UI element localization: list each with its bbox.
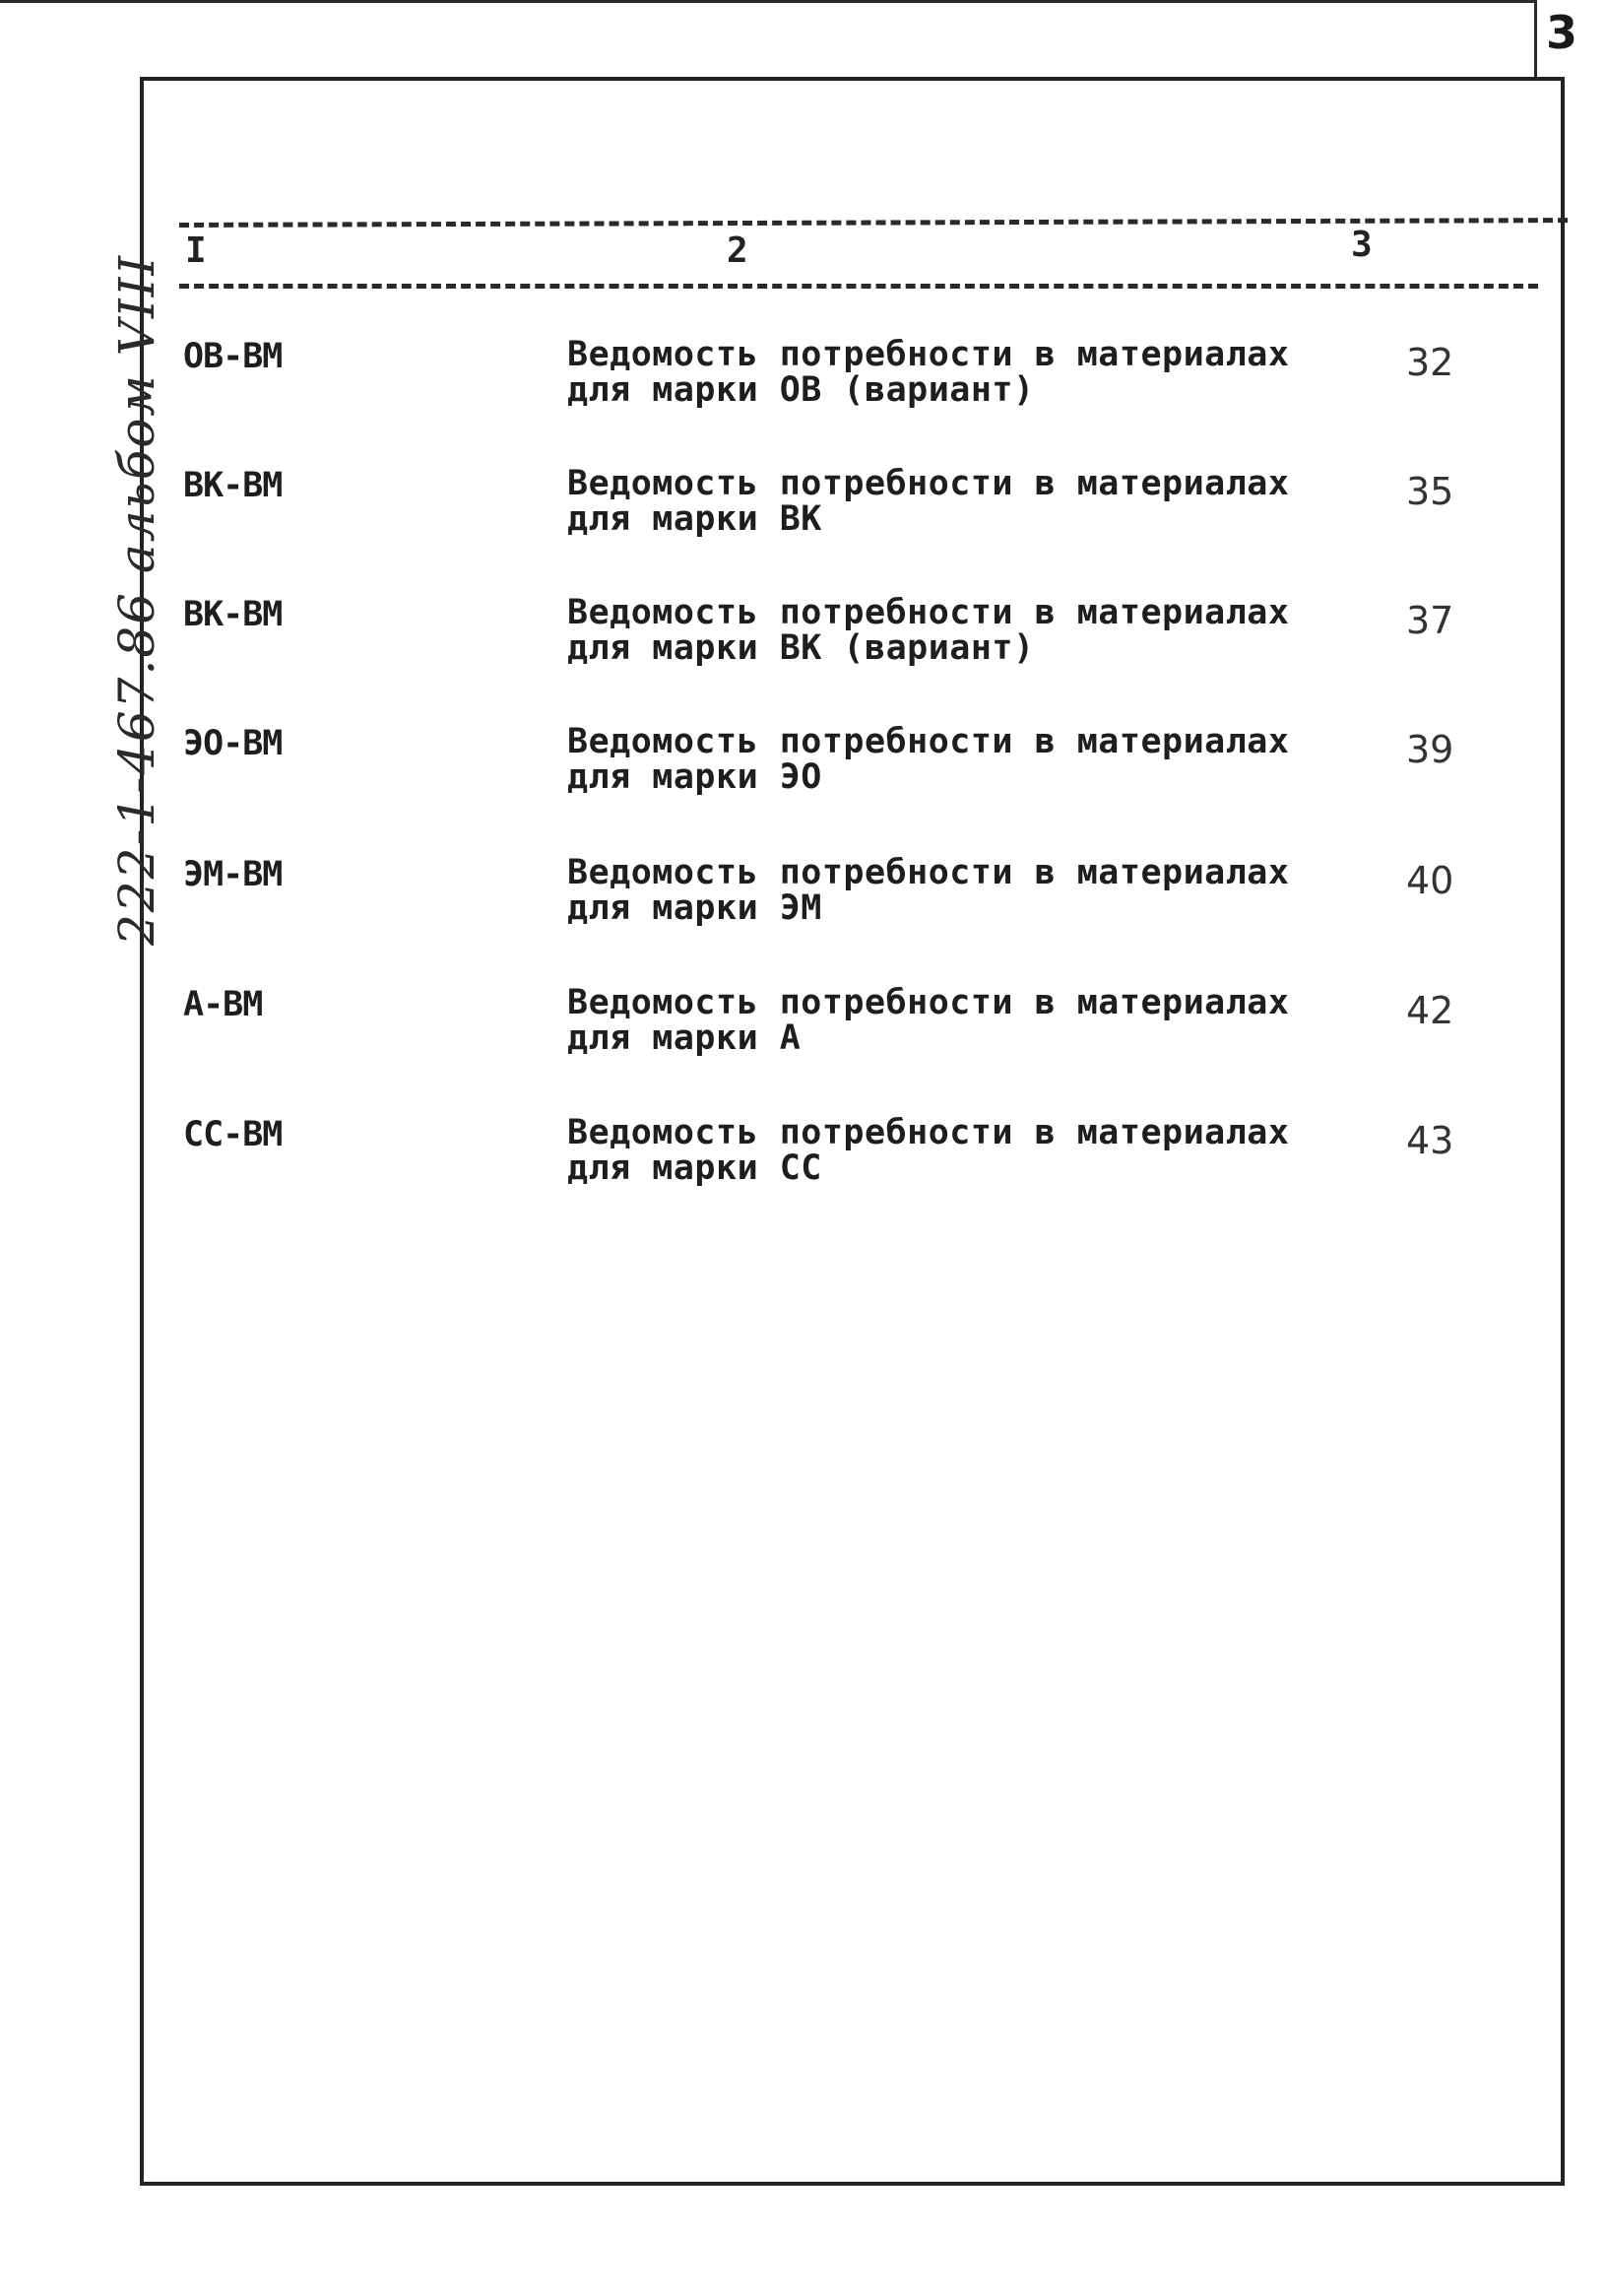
row-description (567, 337, 1289, 408)
table-row (0, 985, 1575, 1083)
row-description (567, 595, 1289, 666)
row-description-line2: для марки ЭО (567, 757, 822, 797)
row-description-line1: Ведомость потребности в материалах (567, 464, 1290, 503)
row-description-line1: Ведомость потребности в материалах (567, 983, 1290, 1022)
row-description-line2: для марки А (567, 1018, 802, 1058)
row-page: 39 (1406, 728, 1454, 771)
row-description-line1: Ведомость потребности в материалах (567, 722, 1290, 761)
top-edge-line (0, 0, 1536, 3)
column-header-1: I (185, 230, 207, 271)
row-code: СС-ВМ (183, 1115, 283, 1154)
table-row (0, 1115, 1575, 1214)
column-header-3: 3 (1351, 225, 1373, 265)
row-page: 35 (1406, 470, 1454, 513)
row-code: ВК-ВМ (183, 595, 283, 634)
table-row (0, 337, 1575, 435)
row-description (567, 466, 1289, 537)
column-header-2: 2 (727, 230, 748, 271)
table-row (0, 466, 1575, 564)
page-number-divider (1534, 0, 1537, 79)
table-header-bottom-rule (179, 284, 1538, 289)
row-page: 37 (1406, 599, 1454, 642)
row-description (567, 985, 1289, 1056)
row-page: 40 (1406, 859, 1454, 902)
row-code: ЭО-ВМ (183, 724, 283, 763)
row-description-line1: Ведомость потребности в материалах (567, 593, 1290, 632)
table-row (0, 855, 1575, 953)
row-description-line1: Ведомость потребности в материалах (567, 853, 1290, 892)
row-description-line2: для марки ВК (вариант) (567, 628, 1035, 668)
row-code: ВК-ВМ (183, 466, 283, 505)
row-page: 43 (1406, 1119, 1454, 1162)
row-code: ОВ-ВМ (183, 337, 283, 376)
row-description (567, 1115, 1289, 1186)
margin-stamp: 222-1-467.86 альбом VIII (108, 253, 165, 946)
page-number: 3 (1546, 6, 1578, 59)
row-description (567, 724, 1289, 795)
row-description-line2: для марки ВК (567, 499, 822, 539)
table-row (0, 724, 1575, 822)
row-description-line1: Ведомость потребности в материалах (567, 335, 1290, 374)
row-page: 42 (1406, 989, 1454, 1032)
row-code: ЭМ-ВМ (183, 855, 283, 894)
row-description-line1: Ведомость потребности в материалах (567, 1113, 1290, 1152)
row-description-line2: для марки ОВ (вариант) (567, 370, 1035, 410)
row-description-line2: для марки СС (567, 1148, 822, 1188)
row-description (567, 855, 1289, 926)
row-page: 32 (1406, 341, 1454, 384)
row-description-line2: для марки ЭМ (567, 888, 822, 928)
row-code: А-ВМ (183, 985, 263, 1024)
table-row (0, 595, 1575, 693)
